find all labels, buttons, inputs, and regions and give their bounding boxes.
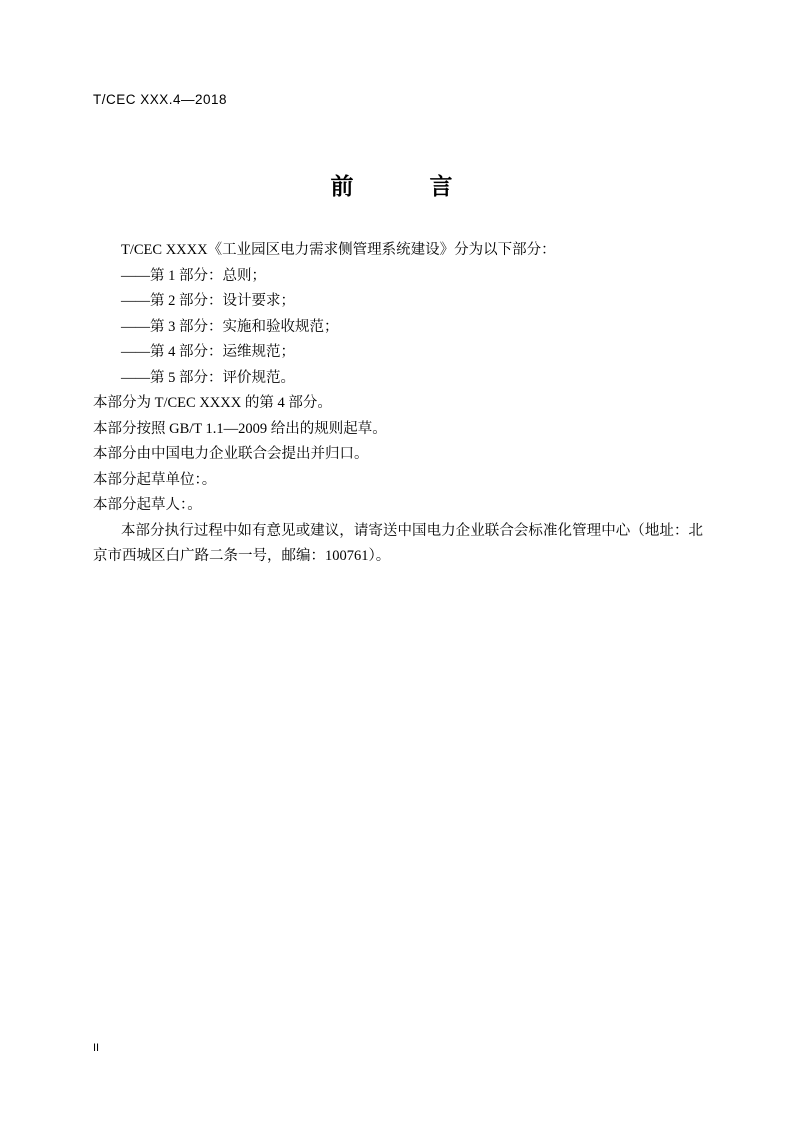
footer-page-number: II [93, 1042, 100, 1054]
foreword-paragraph: ——第 1 部分：总则； [121, 267, 266, 284]
foreword-paragraph: 本部分执行过程中如有意见或建议，请寄送中国电力企业联合会标准化管理中心（地址：北京市西城区白广路二条一号，邮编：100761）。 [93, 522, 703, 564]
foreword-paragraph: ——第 5 部分：评价规范。 [121, 369, 295, 386]
foreword-paragraph: 本部分起草人：。 [93, 497, 202, 513]
foreword-paragraph: 本部分按照 GB/T 1.1—2009 给出的规则起草。 [93, 420, 387, 437]
foreword-paragraph: 本部分起草单位：。 [93, 471, 217, 488]
foreword-body [93, 238, 703, 570]
document-header-code: T/CEC XXX.4—2018 [93, 92, 228, 107]
foreword-paragraph: ——第 4 部分：运维规范； [121, 344, 295, 360]
page-title: 前 言 [330, 173, 463, 199]
foreword-paragraph: ——第 3 部分：实施和验收规范； [121, 318, 339, 335]
foreword-paragraph: 本部分为 T/CEC XXXX 的第 4 部分。 [93, 395, 332, 411]
foreword-paragraph: T/CEC XXXX《工业园区电力需求侧管理系统建设》分为以下部分： [121, 242, 556, 258]
foreword-paragraph: 本部分由中国电力企业联合会提出并归口。 [93, 446, 369, 462]
foreword-paragraph: ——第 2 部分：设计要求； [121, 293, 295, 309]
